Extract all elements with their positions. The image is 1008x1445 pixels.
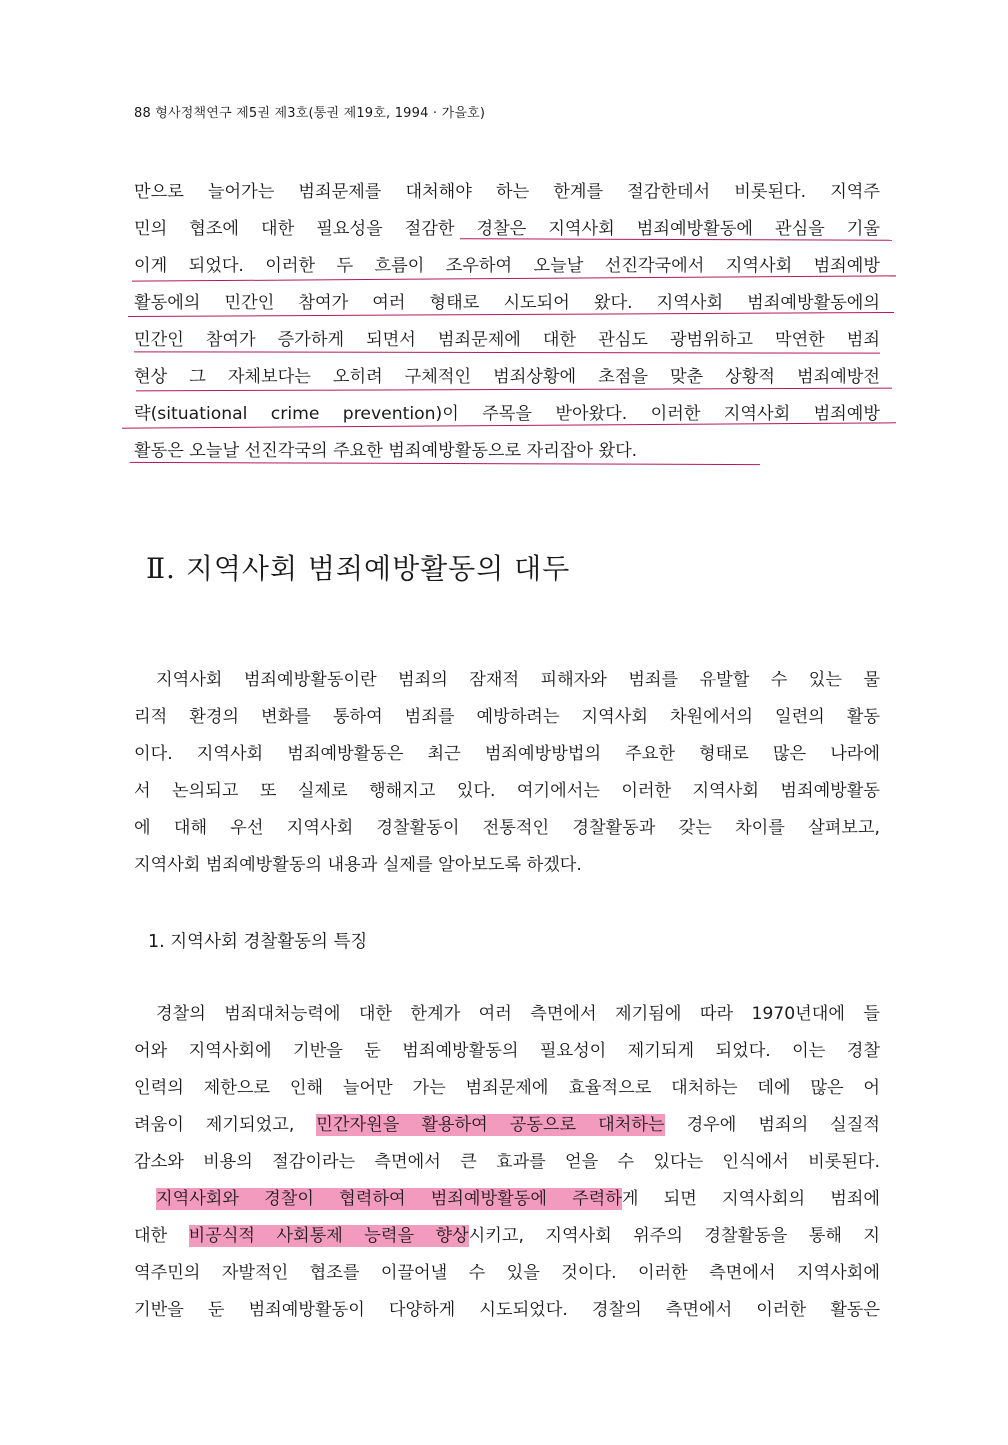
paragraph-line: 서 논의되고 또 실제로 행해지고 있다. 여기에서는 이러한 지역사회 범죄예방활동 (134, 781, 880, 801)
subsection-title: 1. 지역사회 경찰활동의 특징 (148, 932, 368, 952)
paragraph-line: 감소와 비용의 절감이라는 측면에서 큰 효과를 얻을 수 있다는 인식에서 비롯된다. (134, 1152, 880, 1172)
paragraph-line: 어와 지역사회에 기반을 둔 범죄예방활동의 필요성이 제기되게 되었다. 이는 경찰 (134, 1041, 880, 1061)
paragraph-line (134, 1224, 880, 1248)
paragraph-line: 리적 환경의 변화를 통하여 범죄를 예방하려는 지역사회 차원에서의 일련의 활동 (134, 707, 880, 727)
paragraph-line: 지역사회 범죄예방활동의 내용과 실제를 알아보도록 하겠다. (134, 855, 582, 875)
paragraph-line: 현상 그 자체보다는 오히려 구체적인 범죄상황에 초점을 맞춘 상황적 범죄예방전 (134, 367, 880, 387)
text-run: 대한 (134, 1226, 189, 1246)
paragraph-line: 민간인 참여가 증가하게 되면서 범죄문제에 대한 관심도 광범위하고 막연한 범죄 (134, 330, 880, 350)
paragraph-line: 이게 되었다. 이러한 두 흐름이 조우하여 오늘날 선진각국에서 지역사회 범죄예방 (134, 256, 880, 276)
paragraph-line: 역주민의 자발적인 협조를 이끌어낼 수 있을 것이다. 이러한 측면에서 지역사회에 (134, 1263, 880, 1283)
paragraph-line: 기반을 둔 범죄예방활동이 다양하게 시도되었다. 경찰의 측면에서 이러한 활동은 (134, 1300, 880, 1320)
section-title: Ⅱ. 지역사회 범죄예방활동의 대두 (146, 552, 571, 585)
pen-underline (134, 351, 880, 353)
running-header: 88 형사정책연구 제5권 제3호(통권 제19호, 1994 · 가을호) (134, 106, 486, 121)
highlighted-phrase: 비공식적 사회통제 능력을 향상 (188, 1226, 469, 1246)
highlighted-phrase: 지역사회와 경찰이 협력하여 범죄예방활동에 주력하 (156, 1189, 622, 1209)
paragraph-line: 경찰의 범죄대처능력에 대한 한계가 여러 측면에서 제기됨에 따라 1970년대에 들 (156, 1004, 880, 1024)
text-run: 경우에 범죄의 실질적 (664, 1115, 880, 1135)
paragraph-line: 략(situational crime prevention)이 주목을 받아왔다. 이러한 지역사회 범죄예방 (134, 404, 880, 424)
paragraph-line: 활동에의 민간인 참여가 여러 형태로 시도되어 왔다. 지역사회 범죄예방활동에의 (134, 293, 880, 313)
highlighted-phrase: 민간자원을 활용하여 공동으로 대처하는 (316, 1115, 665, 1135)
paragraph-line (134, 1113, 880, 1137)
text-run: 게 되면 지역사회의 범죄에 (621, 1189, 881, 1209)
paragraph-line: 이다. 지역사회 범죄예방활동은 최근 범죄예방방법의 주요한 형태로 많은 나라에 (134, 744, 880, 764)
text-run: 시키고, 지역사회 위주의 경찰활동을 통해 지 (468, 1226, 881, 1246)
text-run: 려움이 제기되었고, (134, 1115, 317, 1135)
pen-underline (130, 462, 760, 465)
paragraph-line: 활동은 오늘날 선진각국의 주요한 범죄예방활동으로 자리잡아 왔다. (134, 441, 638, 461)
paragraph-line (156, 1187, 880, 1211)
paragraph-line: 민의 협조에 대한 필요성을 절감한 경찰은 지역사회 범죄예방활동에 관심을 기울 (134, 219, 880, 239)
paragraph-line: 에 대해 우선 지역사회 경찰활동이 전통적인 경찰활동과 갖는 차이를 살펴보고, (134, 818, 880, 838)
paragraph-line: 지역사회 범죄예방활동이란 범죄의 잠재적 피해자와 범죄를 유발할 수 있는 물 (156, 670, 880, 690)
paragraph-line: 만으로 늘어가는 범죄문제를 대처해야 하는 한계를 절감한데서 비롯된다. 지역주 (134, 182, 880, 202)
paragraph-line: 인력의 제한으로 인해 늘어만 가는 범죄문제에 효율적으로 대처하는 데에 많은 어 (134, 1078, 880, 1098)
